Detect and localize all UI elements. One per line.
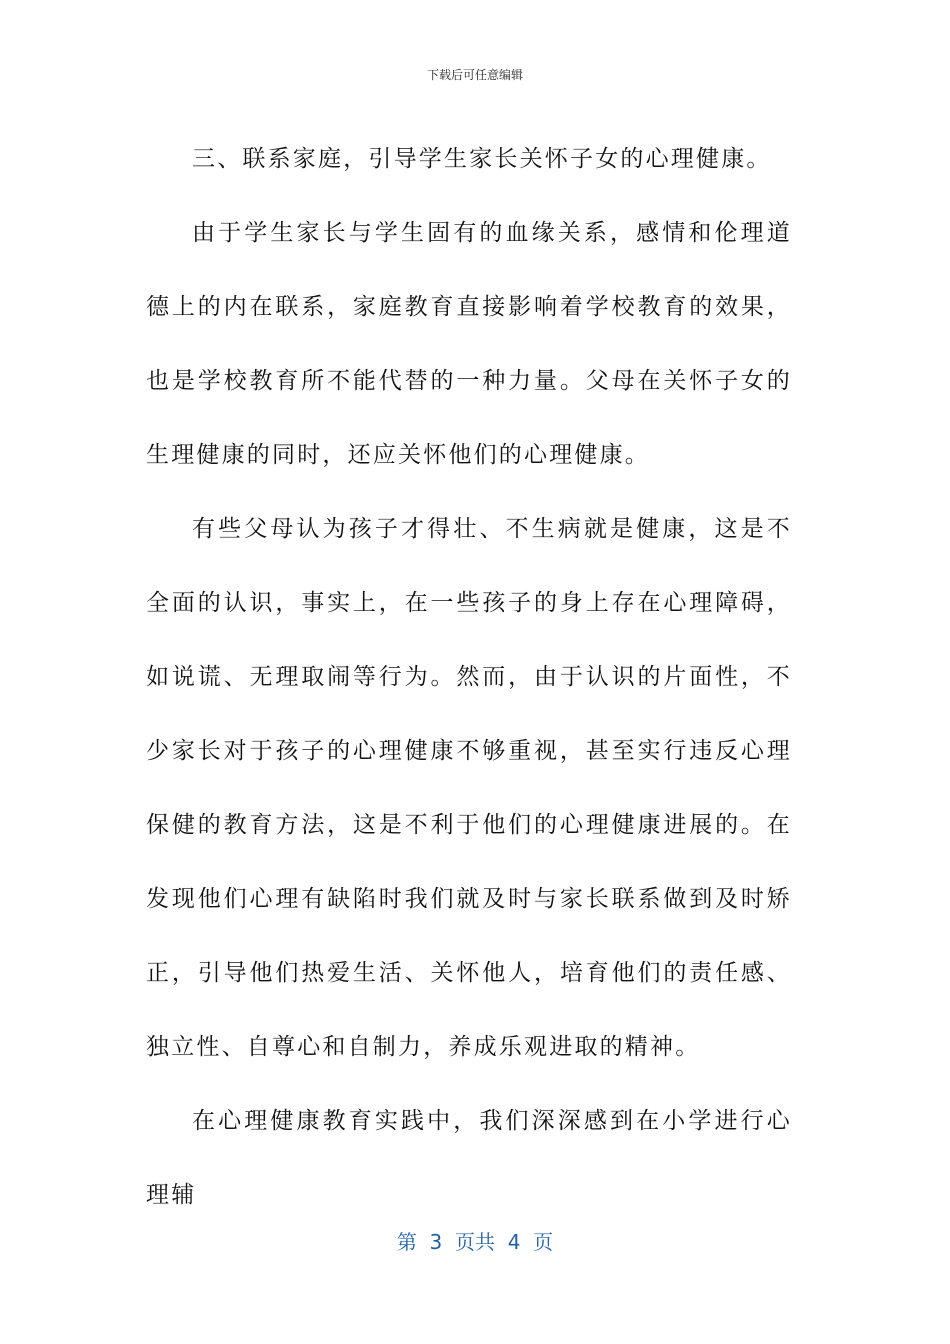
paragraph: 由于学生家长与学生固有的血缘关系，感情和伦理道德上的内在联系，家庭教育直接影响着学校教育的效果，也是学校教育所不能代替的一种力量。父母在关怀子女的生理健康的同时，还应关怀他们的心理健康。 <box>146 220 792 468</box>
document-body <box>146 122 792 1232</box>
paragraph-section-heading: 三、联系家庭，引导学生家长关怀子女的心理健康。 <box>192 146 772 172</box>
paragraph: 有些父母认为孩子才得壮、不生病就是健康，这是不全面的认识，事实上，在一些孩子的身上存在心理障碍，如说谎、无理取闹等行为。然而，由于认识的片面性，不少家长对于孩子的心理健康不够重视，甚至实行违反心理保健的教育方法，这是不利于他们的心理健康进展的。在发现他们心理有缺陷时我们就及时与家长联系做到及时矫正，引导他们热爱生活、关怀他人，培育他们的责任感、独立性、自尊心和自制力，养成乐观进取的精神。 <box>146 516 792 1060</box>
paragraph: 在心理健康教育实践中，我们深深感到在小学进行心理辅 <box>146 1108 792 1208</box>
page-header: 下载后可任意编辑 <box>426 68 523 82</box>
page-number-footer: 第 3 页共 4 页 <box>396 1230 554 1254</box>
